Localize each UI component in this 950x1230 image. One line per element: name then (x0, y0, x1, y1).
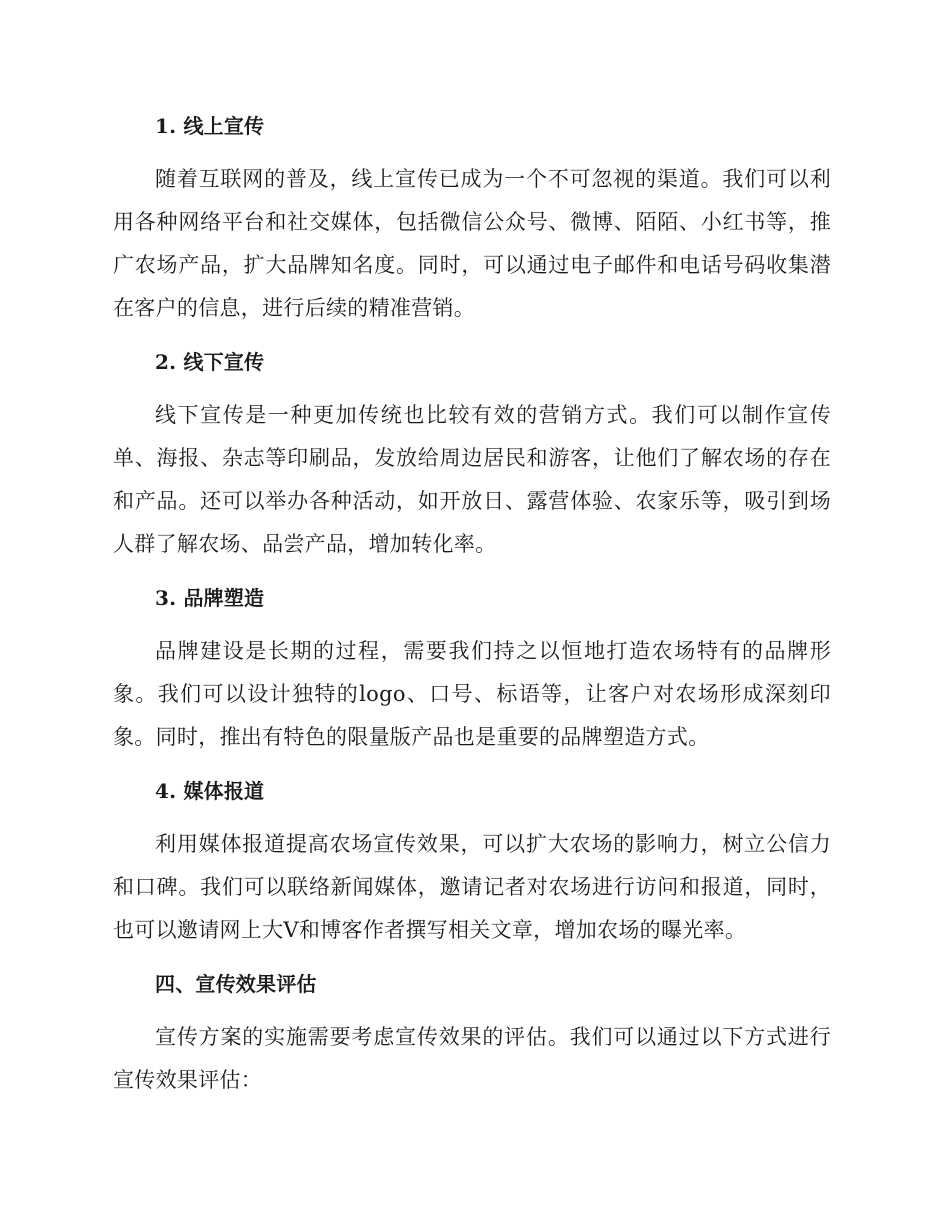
section-paragraph-offline: 线下宣传是一种更加传统也比较有效的营销方式。我们可以制作宣传单、海报、杂志等印刷品，发放给周边居民和游客，让他们了解农场的存在和产品。还可以举办各种活动，如开放日、露营体验、农家乐等，吸引到场人群了解农场、品尝产品，增加转化率。 (113, 403, 831, 556)
document-body (113, 104, 831, 1112)
section-paragraph-media: 利用媒体报道提高农场宣传效果，可以扩大农场的影响力，树立公信力和口碑。我们可以联络新闻媒体，邀请记者对农场进行访问和报道，同时，也可以邀请网上大V和博客作者撰写相关文章，增加农场的曝光率。 (113, 832, 831, 942)
section-paragraph-branding: 品牌建设是长期的过程，需要我们持之以恒地打造农场特有的品牌形象。我们可以设计独特的logo、口号、标语等，让客户对农场形成深刻印象。同时，推出有特色的限量版产品也是重要的品牌塑造方式。 (113, 639, 831, 749)
section-heading-offline: 2. 线下宣传 (155, 350, 265, 374)
section-heading-media: 4. 媒体报道 (155, 779, 265, 803)
section-heading-evaluation: 四、宣传效果评估 (155, 972, 317, 996)
section-heading-online: 1. 线上宣传 (155, 114, 265, 138)
section-paragraph-evaluation: 宣传方案的实施需要考虑宣传效果的评估。我们可以通过以下方式进行宣传效果评估： (113, 1025, 831, 1092)
section-heading-branding: 3. 品牌塑造 (155, 586, 265, 610)
section-paragraph-online: 随着互联网的普及，线上宣传已成为一个不可忽视的渠道。我们可以利用各种网络平台和社交媒体，包括微信公众号、微博、陌陌、小红书等，推广农场产品，扩大品牌知名度。同时，可以通过电子邮件和电话号码收集潜在客户的信息，进行后续的精准营销。 (113, 167, 831, 320)
